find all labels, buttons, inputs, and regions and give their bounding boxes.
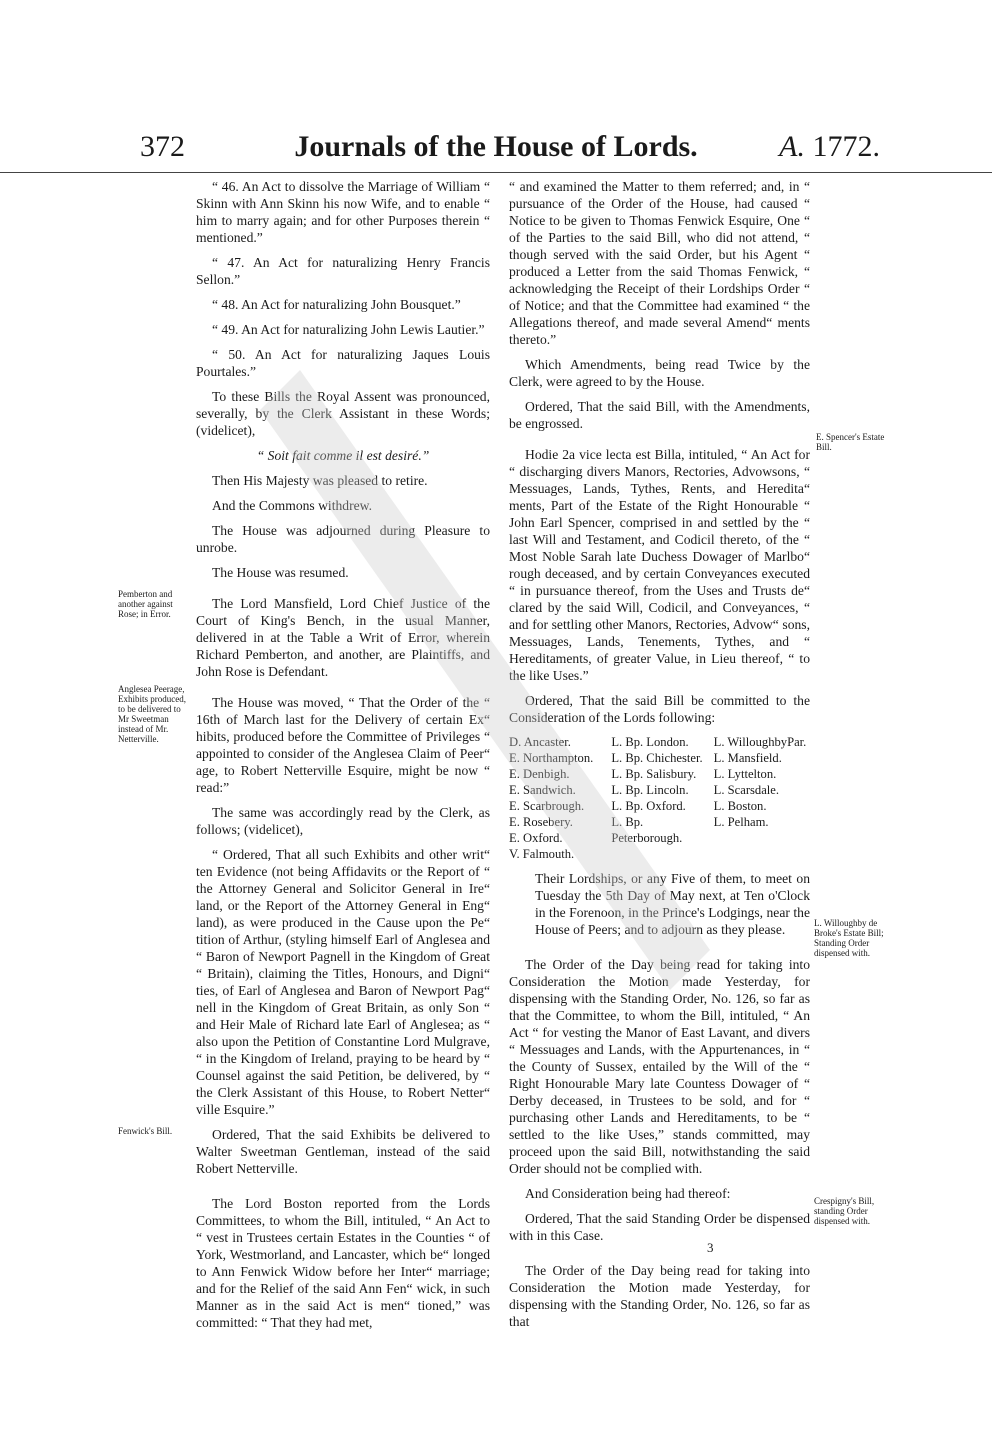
lord-name: E. Northampton. <box>509 751 594 765</box>
margin-note-willoughby: L. Willoughby de Broke's Estate Bill; Standing Order dispensed with. <box>814 918 884 958</box>
year <box>779 130 880 164</box>
page-title: Journals of the House of Lords. <box>294 130 698 163</box>
right-paragraph: Ordered, That the said Bill be committed to the Consideration of the Lords following: <box>509 693 810 725</box>
right-paragraph: Which Amendments, being read Twice by the Clerk, were agreed to by the House. <box>509 357 810 389</box>
left-paragraph: The same was accordingly read by the Clerk, as follows; (videlicet), <box>196 805 490 837</box>
lord-name: E. Sandwich. <box>509 783 576 797</box>
left-paragraph: The House was moved, “ That the Order of the “ 16th of March last for the Delivery of certain Ex“ hibits, produced before the Committee of Privileges “ appointed to consider of the Anglesea Claim of Peer“ age, to Robert Netterville Esquire, might be now “ read:” <box>196 695 490 795</box>
margin-note-crespigny: Crespigny's Bill, standing Order dispensed with. <box>814 1196 875 1226</box>
year-value: 1772. <box>812 130 880 163</box>
left-column <box>196 178 490 1339</box>
year-prefix: A. <box>779 130 805 163</box>
lord-name: L. Bp. Chichester. <box>611 751 703 765</box>
lord-name: V. Falmouth. <box>509 847 575 861</box>
left-paragraph: The House was resumed. <box>212 565 349 580</box>
lord-name: L. Mansfield. <box>713 751 782 765</box>
lord-name: L. Bp. Salisbury. <box>611 767 697 781</box>
lord-name: E. Oxford. <box>509 831 563 845</box>
right-paragraph: Ordered, That the said Standing Order be dispensed with in this Case. <box>509 1211 810 1243</box>
left-paragraph: Ordered, That the said Exhibits be delivered to Walter Sweetman Gentleman, instead of the said Robert Netterville. <box>196 1127 490 1176</box>
right-paragraph: The Order of the Day being read for taking into Consideration the Motion made Yesterday, for dispensing with the Standing Order, No. 126, so far as that the Committee, to whom the Bill, intituled, “ An Act “ for vesting the Manor of East Lavant, and divers “ Messuages and Lands, with the Appurtenances, in “ the County of Sussex, entailed by the Will of the “ Right Honourable Mary late Countess Dowager of “ Derby deceased, in Trustees to be sold, and for “ purchasing other Lands and Hereditaments, to be “ settled to the like Uses,” stands committed, may proceed upon the said Bill, notwithstanding the said Order should not be complied with. <box>509 957 810 1176</box>
header-rule <box>0 172 992 173</box>
lord-name: D. Ancaster. <box>509 735 571 749</box>
left-paragraph: And the Commons withdrew. <box>212 498 372 513</box>
lord-name: L. Bp. London. <box>611 735 689 749</box>
right-paragraph: Their Lordships, or any Five of them, to meet on Tuesday the 5th Day of May next, at Ten o'Clock in the Forenoon, in the Prince's Lodgings, near the House of Peers; and to adjourn as they please. <box>535 871 810 937</box>
right-paragraph: “ and examined the Matter to them referred; and, in “ pursuance of the Order of the House, had caused “ Notice to be given to Thomas Fenwick Esquire, One “ of the Parties to the said Bill, who did not attend, “ though served with the said Order, but his Agent “ produced a Letter from the said Thomas Fenwick, “ acknowledging the Receipt of their Lordships Order “ of Notice; and that the Committee had examined “ the Allegations thereof, and made several Amend“ ments thereto.” <box>509 179 810 347</box>
lords-column-2 <box>611 734 707 862</box>
right-paragraph: Hodie 2a vice lecta est Billa, intituled, “ An Act for “ discharging divers Manors, Rectories, Advowsons, “ Messuages, Lands, Tythes, Rents, and Heredita“ ments, Part of the Estate of the Right Honourable “ John Earl Spencer, comprised in and settled by the “ last Will and Testament, and Codicil thereto, of the “ Most Noble Sarah late Duchess Dowager of Marlbo“ rough deceased, and by certain Conveyances executed “ in pursuance thereof, from the Uses and Trusts de“ clared by the said Will, Codicil, and Conveyances, “ and for settling other Manors, Rectories, Advow“ sons, Messuages, Lands, Tenements, Tythes, and “ Hereditaments, of greater Value, in Lieu thereof, “ to the like Uses.” <box>509 447 810 683</box>
royal-assent-words: “ Soit fait comme il est desiré.” <box>256 448 430 463</box>
lord-name: L. Bp. Lincoln. <box>611 783 689 797</box>
lord-name: L. Lyttelton. <box>713 767 777 781</box>
left-paragraph: Then His Majesty was pleased to retire. <box>212 473 428 488</box>
margin-note-anglesea: Anglesea Peerage, Exhibits produced, to be delivered to Mr Sweetman instead of Mr. Netterville. <box>118 684 186 744</box>
right-paragraph: The Order of the Day being read for taking into Consideration the Motion made Yesterday, for dispensing with the Standing Order, No. 126, so far as that <box>509 1263 810 1329</box>
left-paragraph: “ 48. An Act for naturalizing John Bousquet.” <box>212 297 461 312</box>
left-paragraph: The Lord Boston reported from the Lords Committees, to whom the Bill, intituled, “ An Act to “ vest in Trustees certain Estates in the Counties “ of York, Westmorland, and Lancaster, which be“ longed to Ann Fenwick Widow before her Inter“ marriage; and for the Relief of the said Ann Fen“ wick, in such Manner as in the said Act is men“ tioned,” was committed: “ That they had met, <box>196 1196 490 1330</box>
page-header <box>0 130 992 170</box>
left-paragraph: The Lord Mansfield, Lord Chief Justice of the Court of King's Bench, in the usual Manner, delivered in at the Table a Writ of Error, wherein Richard Pemberton, and another, are Plaintiffs, and John Rose is Defendant. <box>196 596 490 679</box>
left-paragraph: “ 47. An Act for naturalizing Henry Francis Sellon.” <box>196 255 490 287</box>
left-paragraph: “ Ordered, That all such Exhibits and other writ“ ten Evidence (not being Affidavits or the Report of “ the Attorney General and Solicitor General in Ire“ land, or the Report of the Attorney General in Eng“ land), as were produced in the Cause upon the Pe“ tition of Arthur, (styling himself Earl of Anglesea and “ Baron of Newport Pagnell in the Kingdom of Great “ Britain), claiming the Titles, Honours, and Digni“ ties, of Earl of Anglesea and Baron of Newport Pag“ nell in the Kingdom of Great Britain, as only Son “ and Heir Male of Richard late Earl of Anglesea; as “ also upon the Petition of Constantine Lord Mulgrave, “ in the Kingdom of Ireland, praying to be heard by “ Counsel against the said Petition, be delivered, by “ the Clerk Assistant of this House, to Robert Netter“ ville Esquire.” <box>196 847 490 1117</box>
lord-name: E. Scarbrough. <box>509 799 585 813</box>
left-paragraph: To these Bills the Royal Assent was pronounced, severally, by the Clerk Assistant in these Words; (videlicet), <box>196 389 490 438</box>
lord-name: L. Scarsdale. <box>713 783 780 797</box>
lord-name: L. Boston. <box>713 799 767 813</box>
lord-name: L. WilloughbyPar. <box>713 735 807 749</box>
right-paragraph: Ordered, That the said Bill, with the Amendments, be engrossed. <box>509 399 810 431</box>
left-paragraph: The House was adjourned during Pleasure to unrobe. <box>196 523 490 555</box>
margin-note-pemberton: Pemberton and another against Rose; in Error. <box>118 589 173 619</box>
lord-name: E. Denbigh. <box>509 767 570 781</box>
lord-name: E. Rosebery. <box>509 815 573 829</box>
right-paragraph: And Consideration being had thereof: <box>525 1186 731 1201</box>
left-paragraph: “ 50. An Act for naturalizing Jaques Louis Pourtales.” <box>196 347 490 379</box>
lord-name: L. Bp. Oxford. <box>611 799 686 813</box>
margin-note-fenwick: Fenwick's Bill. <box>118 1126 173 1136</box>
lord-name: L. Pelham. <box>713 815 769 829</box>
catchword: 3 <box>707 1240 714 1255</box>
lord-name: L. Bp. Peterborough. <box>611 815 683 845</box>
lords-column-1 <box>509 734 605 862</box>
page-number: 372 <box>140 130 185 163</box>
left-paragraph: “ 46. An Act to dissolve the Marriage of William “ Skinn with Ann Skinn his now Wife, and to enable “ him to marry again; and for other Purposes therein “ mentioned.” <box>196 179 490 245</box>
right-column <box>509 178 810 1338</box>
lords-column-3 <box>714 734 810 862</box>
margin-note-spencer: E. Spencer's Estate Bill. <box>816 432 885 452</box>
lords-committee-list <box>509 734 810 862</box>
left-paragraph: “ 49. An Act for naturalizing John Lewis Lautier.” <box>212 322 485 337</box>
